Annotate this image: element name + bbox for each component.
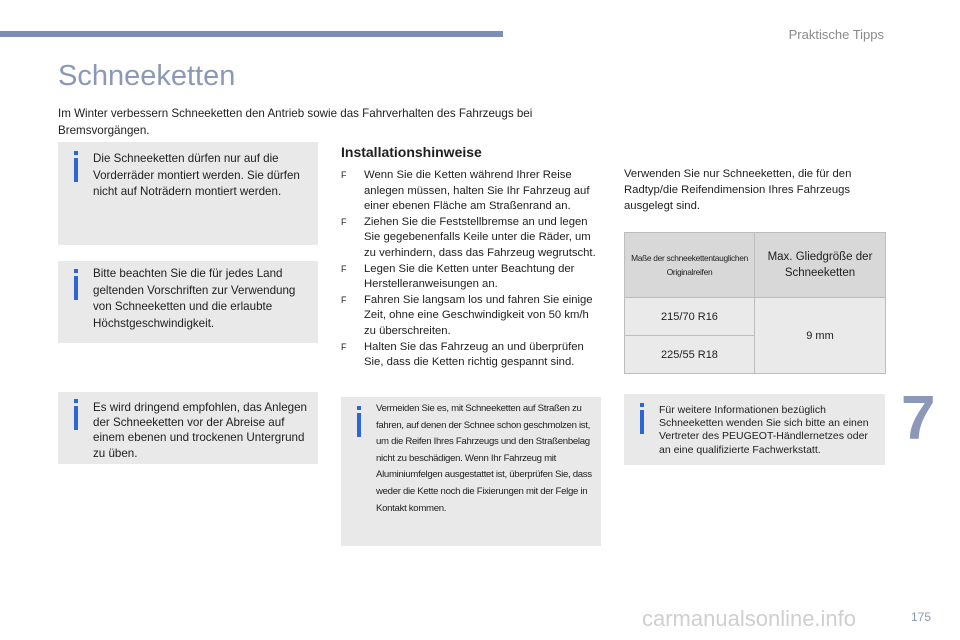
step-text: Fahren Sie langsam los und fahren Sie einige Zeit, ohne eine Geschwindigkeit von 50 km/h zu überschreiten. [364, 293, 593, 337]
table-header-chain-size: Max. Gliedgröße der Schneeketten [755, 233, 886, 298]
bullet-marker: F [341, 170, 347, 180]
info-box-text: Es wird dringend empfohlen, das Anlegen der Schneeketten vor der Abreise auf einem ebenen und trockenen Untergrund zu üben. [93, 401, 307, 460]
step-text: Legen Sie die Ketten unter Beachtung der Herstelleranweisungen an. [364, 262, 575, 291]
bullet-marker: F [341, 216, 347, 227]
list-item [341, 262, 603, 293]
right-intro-paragraph: Verwenden Sie nur Schneeketten, die für den Radtyp/die Reifendimension Ihres Fahrzeugs ausgelegt sind. [624, 168, 852, 213]
table-cell-tire: 215/70 R16 [625, 298, 755, 336]
info-icon [74, 276, 78, 300]
info-box-regulations [58, 261, 318, 343]
list-item [341, 340, 603, 371]
info-box-practice [58, 392, 318, 464]
info-box-front-wheels [58, 142, 318, 245]
step-text: Wenn Sie die Ketten während Ihrer Reise anlegen müssen, halten Sie Ihr Fahrzeug auf einer ebenen Fläche am Straßenrand an. [364, 169, 590, 213]
info-box-dealer [624, 394, 885, 465]
installation-heading: Installationshinweise [341, 144, 482, 160]
bullet-marker: F [341, 294, 347, 305]
info-box-text: Die Schneeketten dürfen nur auf die Vorderräder montiert werden. Sie dürfen nicht auf Noträdern montiert werden. [93, 152, 300, 198]
info-box-text: Bitte beachten Sie die für jedes Land geltenden Vorschriften zur Verwendung von Schneeketten und die erlaubte Höchstgeschwindigkeit. [93, 267, 296, 330]
chapter-number: 7 [901, 384, 936, 453]
list-item [341, 215, 603, 262]
step-text: Halten Sie das Fahrzeug an und überprüfen Sie, dass die Ketten richtig gespannt sind. [364, 340, 584, 369]
info-box-melted-snow [341, 397, 601, 546]
tire-chain-table [624, 232, 886, 374]
page-title: Schneeketten [58, 60, 236, 92]
page-number: 175 [910, 610, 931, 624]
section-title: Praktische Tipps [788, 27, 884, 42]
info-icon [74, 406, 78, 430]
table-cell-chain-size: 9 mm [755, 298, 886, 374]
watermark: carmanualsonline.info [642, 606, 857, 631]
info-icon [74, 158, 78, 182]
bullet-marker: F [341, 263, 347, 274]
list-item [341, 293, 603, 340]
table-cell-tire: 225/55 R18 [625, 336, 755, 374]
table-header-tire-size: Maße der schneekettentauglichen Originalreifen [625, 233, 755, 298]
list-item [341, 168, 603, 215]
info-icon [640, 410, 644, 434]
info-box-text: Für weitere Informationen bezüglich Schneeketten wenden Sie sich bitte an einen Vertreter des PEUGEOT-Händlernetzes oder an eine qualifizierte Fachwerkstatt. [659, 404, 869, 456]
info-icon [357, 413, 361, 437]
installation-steps [341, 168, 603, 371]
bullet-marker: F [341, 341, 347, 352]
intro-paragraph: Im Winter verbessern Schneeketten den Antrieb sowie das Fahrverhalten des Fahrzeugs bei Bremsvorgängen. [58, 107, 533, 137]
header-accent-bar [0, 31, 503, 37]
info-box-text: Vermeiden Sie es, mit Schneeketten auf Straßen zu fahren, auf denen der Schnee schon geschmolzen ist, um die Reifen Ihres Fahrzeugs und den Straßenbelag nicht zu beschädigen. Wenn Ihr Fahrzeug mit Aluminiumfelgen ausgestattet ist, überprüfen Sie, dass weder die Kette noch die Fixierungen mit der Felge in Kontakt kommen. [376, 403, 592, 514]
step-text: Ziehen Sie die Feststellbremse an und legen Sie gegebenenfalls Keile unter die Räder, um zu verhindern, dass das Fahrzeug wegrutscht. [364, 215, 596, 259]
